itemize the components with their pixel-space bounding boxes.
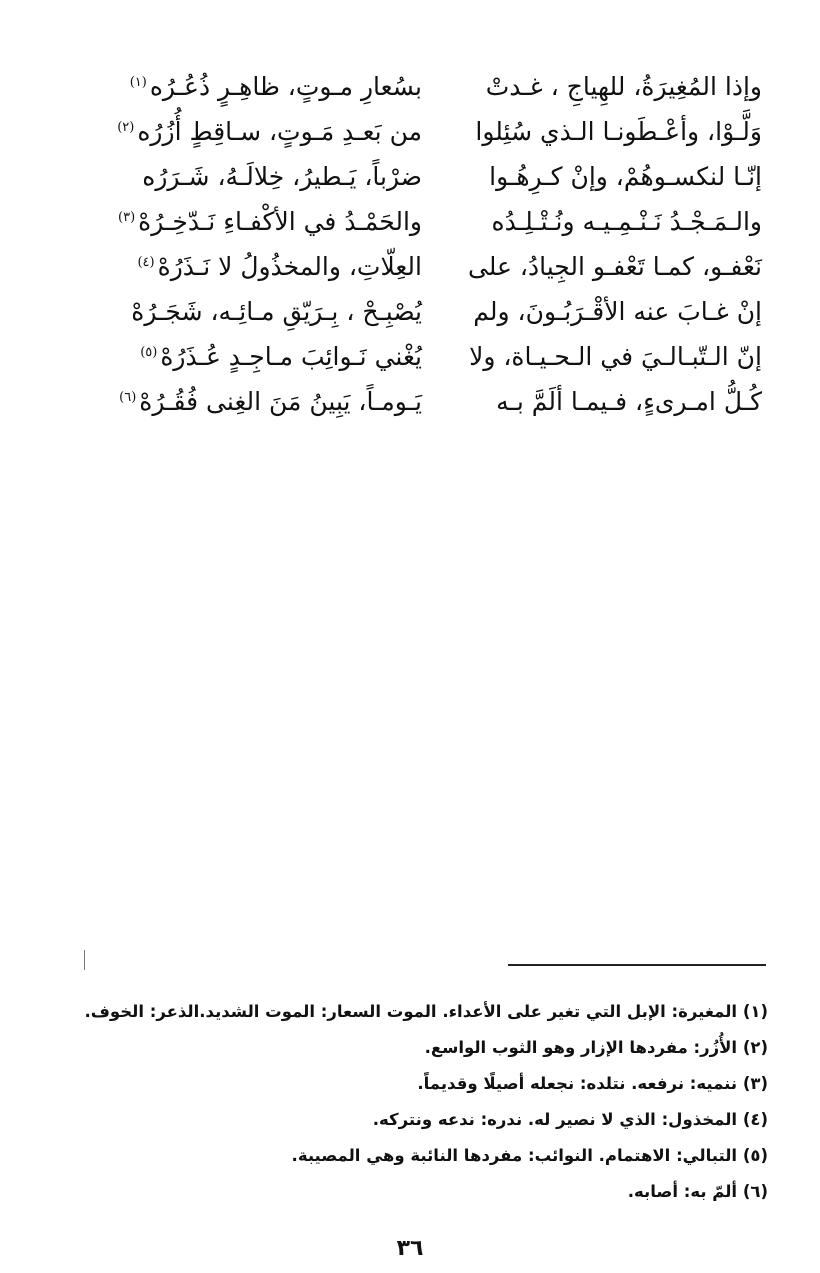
verse (92, 109, 762, 154)
verse-second-hemistich (92, 117, 422, 146)
scan-mark (84, 950, 85, 970)
verse-first-hemistich: إنْ غـابَ عنه الأقْـرَبُـونَ، ولم (473, 297, 762, 326)
verse-first-hemistich: إنّـا لنكسـوهُمْ، وإنْ كـرِهُـوا (489, 162, 762, 191)
verse (92, 64, 762, 109)
footnote: (٦) ألمّ به: أصابه. (627, 1182, 768, 1201)
verse-second-hemistich (92, 162, 422, 191)
footnote-ref: (٥) (140, 344, 158, 360)
verse-text: يُصْبِـحْ ، بِـرَيّقِ مـائِـه، شَجَـرُهْ (131, 297, 422, 326)
footnote: (٥) التبالي: الاهتمام. النوائب: مفردها النائبة وهي المصيبة. (291, 1146, 768, 1165)
verse-first-hemistich: إنّ الـتّبـالـيَ في الـحـيـاة، ولا (469, 342, 762, 371)
verse-second-hemistich (92, 72, 422, 101)
footnote: (٤) المخذول: الذي لا نصير له. ندره: ندعه ونتركه. (372, 1110, 768, 1129)
verse-text: يُغْني نَـوائِبَ مـاجِـدٍ عُـذَرُهْ (160, 342, 422, 371)
footnote: (٢) الأُزُر: مفردها الإزار وهو الثوب الواسع. (424, 1038, 768, 1057)
verse-first-hemistich: وَلَّـوْا، وأعْـطَونـا الـذي سُئِلوا (475, 117, 762, 146)
verse-first-hemistich: والـمَـجْـدُ نَـنْـمِـيـه ونُـتْـلِـدُه (491, 207, 762, 236)
verse-text: من بَعـدِ مَـوتٍ، سـاقِطٍ أُزُرُه (137, 117, 422, 146)
verse-first-hemistich: كُـلُّ امـرىءٍ، فـيمـا ألَمَّ بـه (496, 387, 762, 416)
footnote-ref: (٣) (118, 209, 136, 225)
verse-text: العِلّاتِ، والمخذُولُ لا نَـذَرُهْ (157, 252, 422, 281)
verse (92, 334, 762, 379)
verse-second-hemistich (92, 297, 422, 326)
verse-second-hemistich (92, 207, 422, 236)
verse-text: بسُعارِ مـوتٍ، ظاهِـرٍ ذُعُـرُه (149, 72, 422, 101)
verse-second-hemistich (92, 342, 422, 371)
verse (92, 199, 762, 244)
footnote-ref: (٦) (119, 389, 137, 405)
footnote-divider (508, 964, 766, 966)
verse (92, 244, 762, 289)
verse-second-hemistich (92, 252, 422, 281)
footnote-ref: (٢) (117, 119, 135, 135)
verse-text: ضرْباً، يَـطيرُ، خِلالَـهُ، شَـرَرُه (142, 162, 422, 191)
verse (92, 289, 762, 334)
verse-second-hemistich (92, 387, 422, 416)
verse-text: والحَمْـدُ في الأكْفـاءِ نَـدّخِـرُهْ (138, 207, 422, 236)
verse (92, 154, 762, 199)
verse (92, 379, 762, 424)
footnote-ref: (١) (129, 74, 147, 90)
footnote: (٣) ننميه: نرفعه. نتلده: نجعله أصيلًا وقديماً. (417, 1074, 768, 1093)
verse-first-hemistich: وإذا المُغِيرَةُ، للهِياجِ ، غـدتْ (485, 72, 762, 101)
page-number: ٣٦ (396, 1236, 424, 1261)
footnote: (١) المغيرة: الإبل التي تغير على الأعداء. الموت السعار: الموت الشديد.الذعر: الخوف. (84, 1002, 768, 1021)
verse-text: يَـومـاً، يَبِينُ مَنَ الغِنى فُقُـرُهْ (139, 387, 422, 416)
verse-first-hemistich: نَعْفـو، كمـا تَعْفـو الجِيادُ، على (467, 252, 762, 281)
footnotes (68, 994, 768, 1210)
footnote-ref: (٤) (137, 254, 155, 270)
poem (92, 64, 762, 424)
